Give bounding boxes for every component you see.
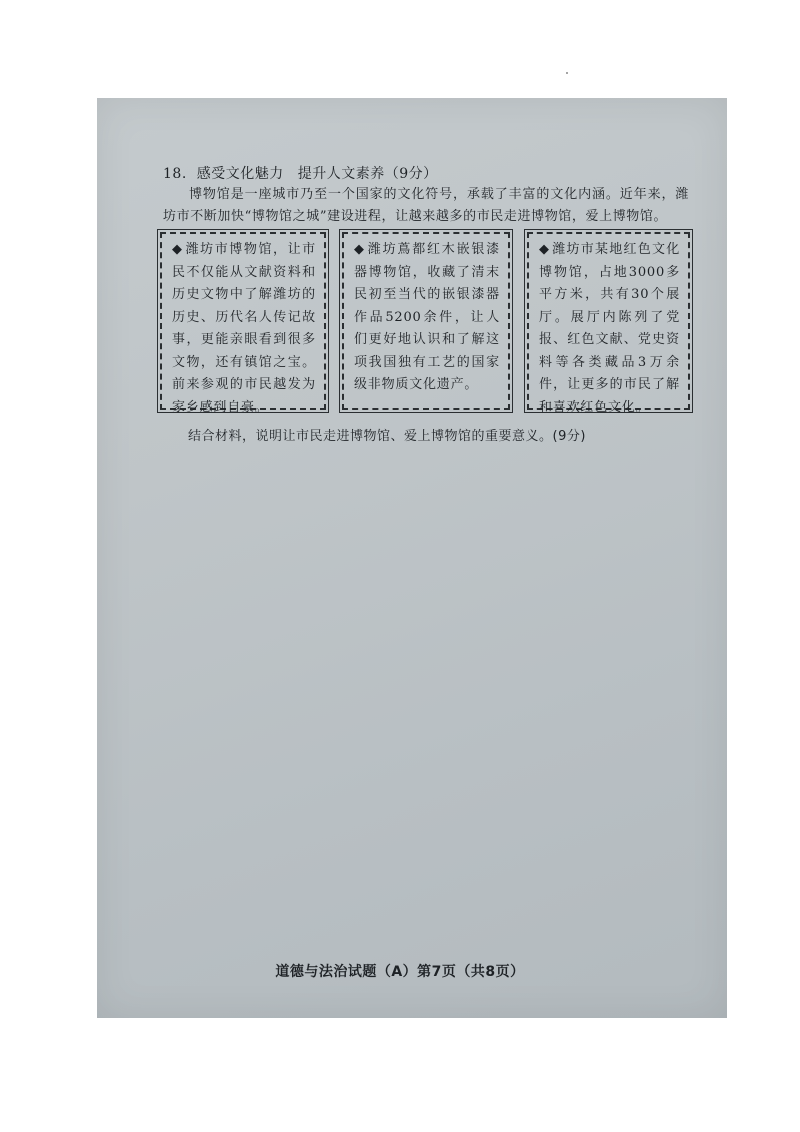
diamond-bullet-icon: ◆ xyxy=(539,242,551,257)
material-text-2: 潍坊蔦都红木嵌银漆器博物馆，收藏了清末民初至当代的嵌银漆器作品5200余件，让人们更好地认识和了解这项我国独有工艺的国家级非物质文化遗产。 xyxy=(354,242,500,392)
paper-speck xyxy=(566,72,568,74)
question-title xyxy=(163,163,438,183)
diamond-bullet-icon: ◆ xyxy=(354,242,366,257)
material-box-2 xyxy=(342,232,510,410)
material-text-3: 潍坊市某地红色文化博物馆，占地3000多平方米，共有30个展厅。展厅内陈列了党报、红色文献、党史资料等各类藏品3万余件，让更多的市民了解和喜欢红色文化。 xyxy=(539,242,680,415)
material-text-1: 潍坊市博物馆，让市民不仅能从文献资料和历史文物中了解潍坊的历史、历代名人传记故事，更能亲眼看到很多文物，还有镇馆之宝。前来参观的市民越发为家乡感到自豪。 xyxy=(172,242,316,415)
diamond-bullet-icon: ◆ xyxy=(172,242,184,257)
page-footer: 道德与法治试题（A）第7页（共8页） xyxy=(275,964,525,980)
question-number: 18. xyxy=(163,166,187,182)
material-box-1 xyxy=(160,232,326,415)
question-title-part2: 提升人文素养（9分） xyxy=(297,166,438,182)
question-title-part1: 感受文化魅力 xyxy=(196,166,284,182)
material-box-3 xyxy=(527,232,690,415)
question-intro: 博物馆是一座城市乃至一个国家的文化符号，承载了丰富的文化内涵。近年来，潍坊市不断加快“博物馆之城”建设进程，让越来越多的市民走进博物馆，爱上博物馆。 xyxy=(163,187,689,224)
question-task: 结合材料，说明让市民走进博物馆、爱上博物馆的重要意义。(9分) xyxy=(188,429,586,444)
